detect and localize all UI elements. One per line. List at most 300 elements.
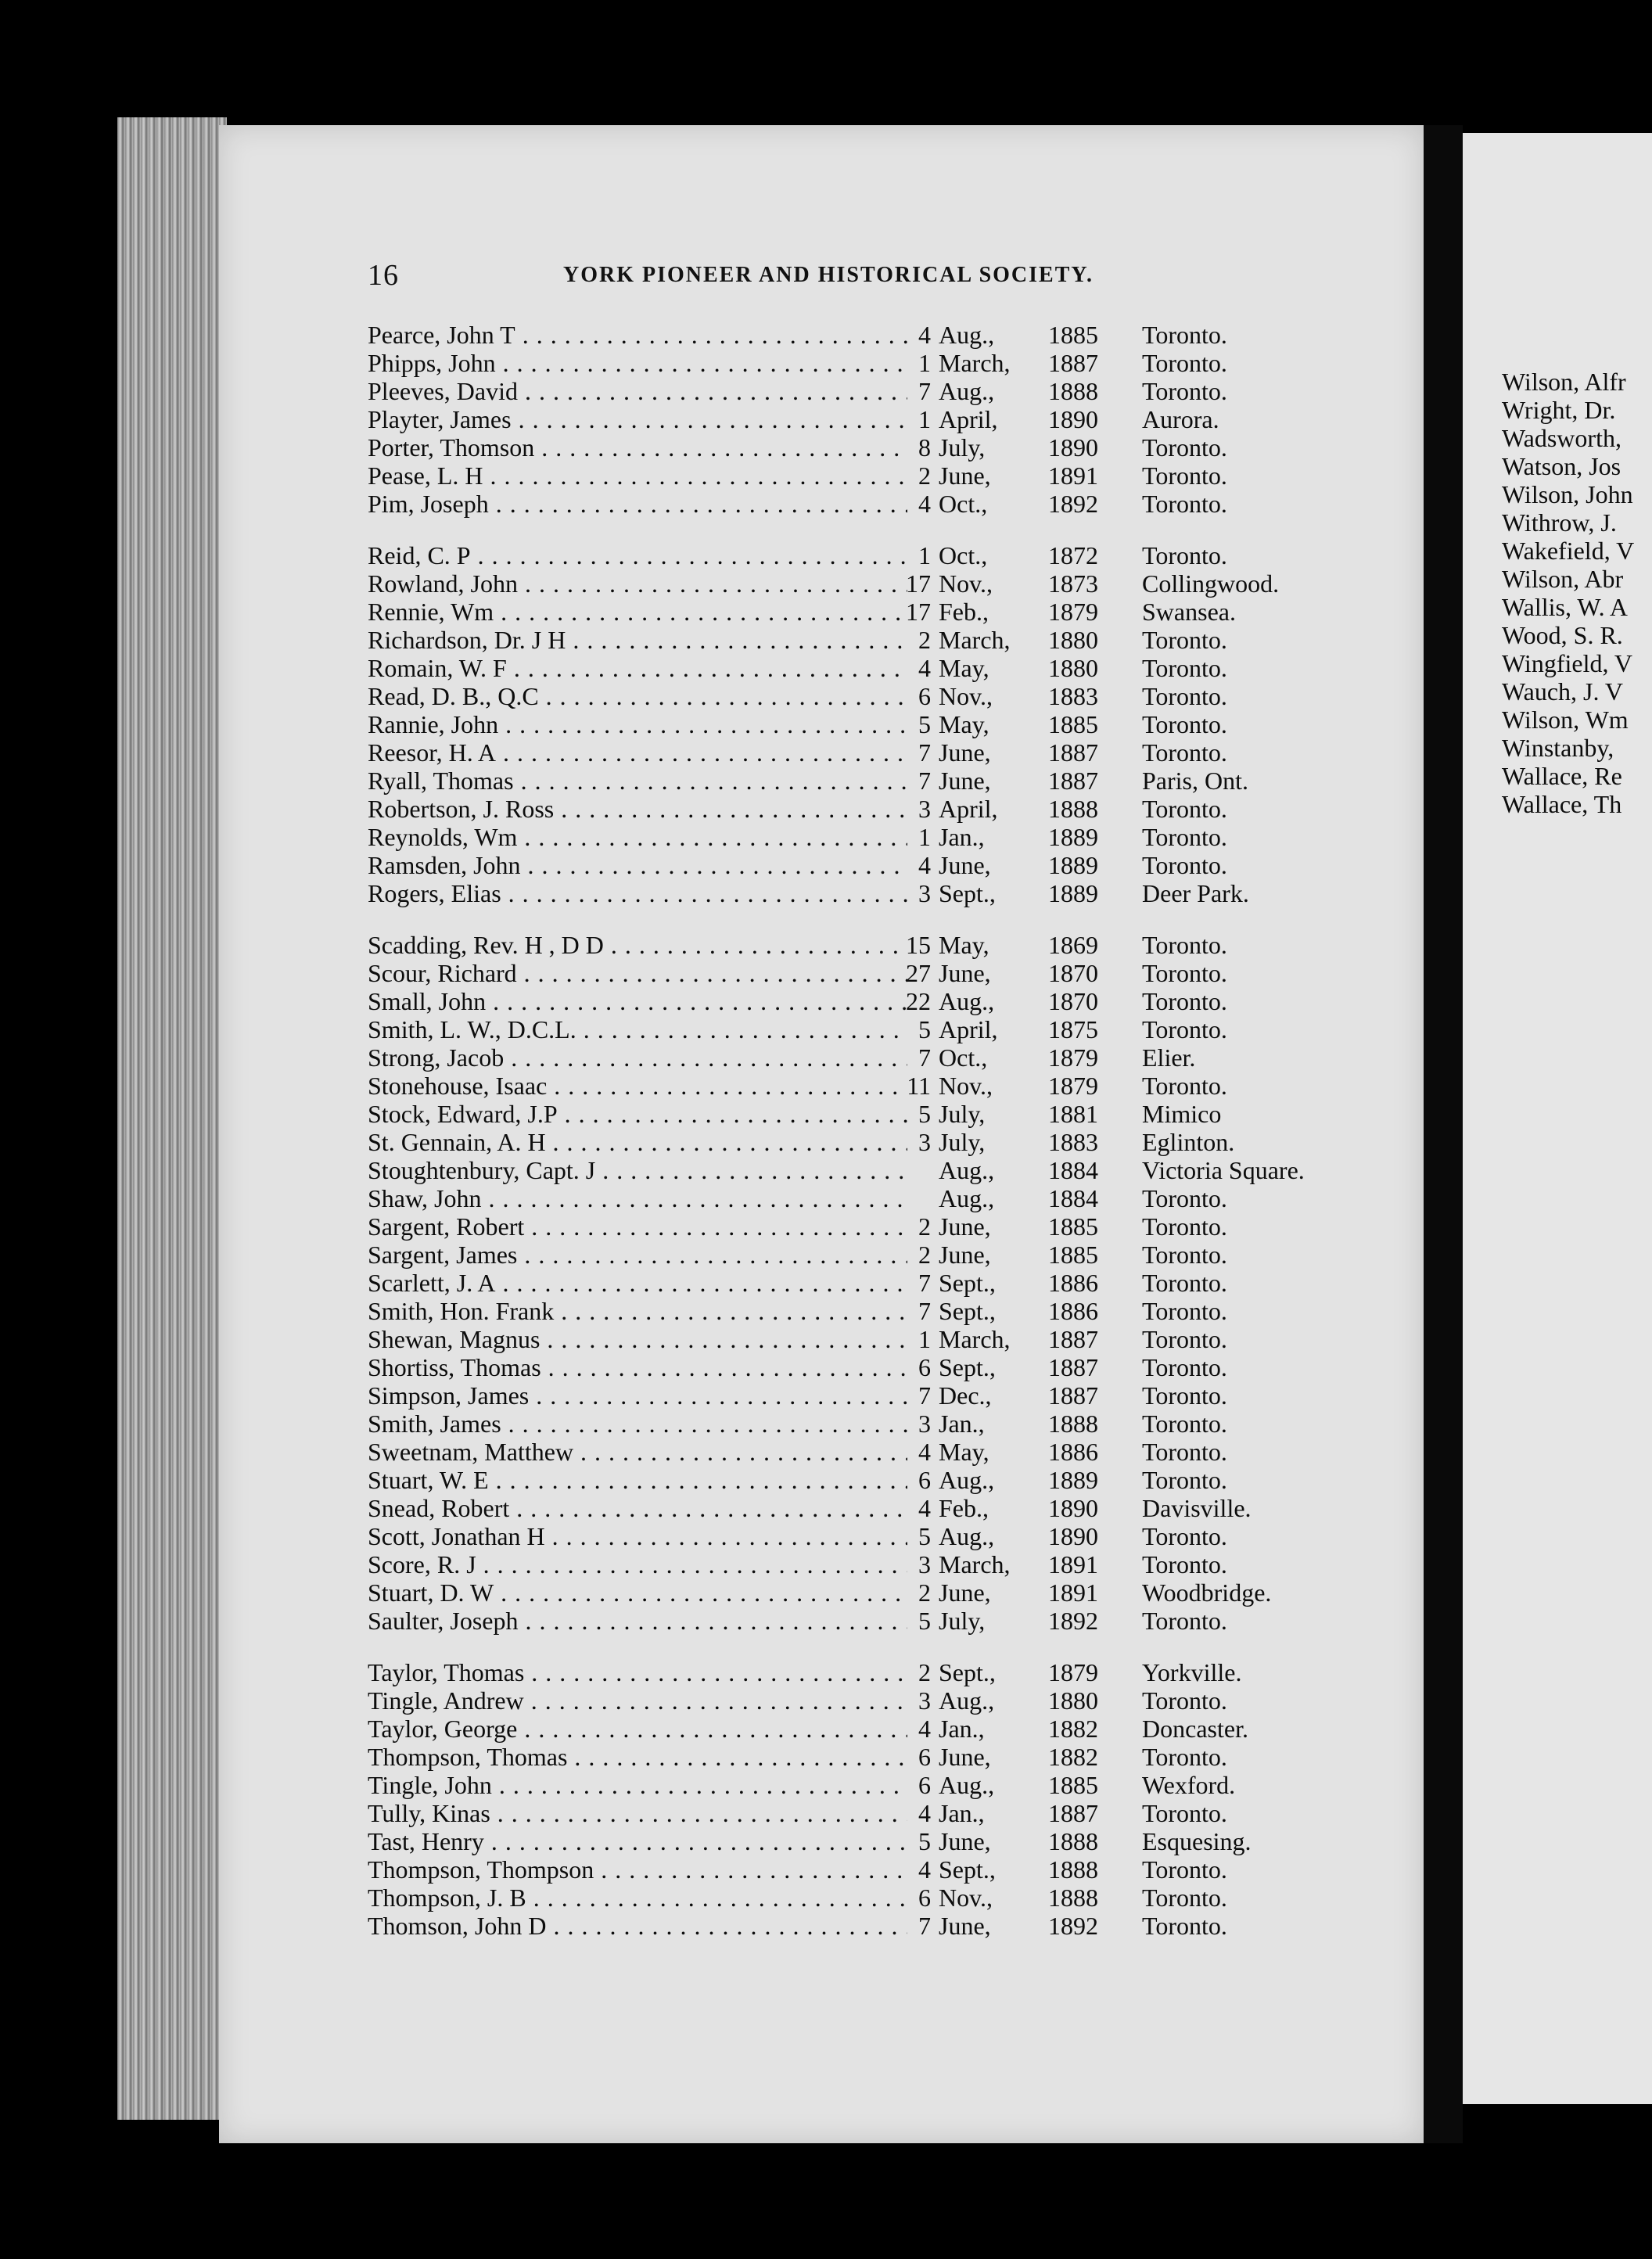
join-year: 1885 (1048, 1241, 1098, 1269)
join-year: 1892 (1048, 1912, 1098, 1940)
join-day: 4 (918, 1799, 931, 1827)
join-month: Jan., (939, 823, 985, 851)
member-row (368, 682, 1384, 710)
member-name: Stoughtenbury, Capt. J . . . (368, 1156, 907, 1184)
join-month: April, (939, 795, 998, 823)
join-month: July, (939, 1100, 986, 1128)
join-year: 1887 (1048, 767, 1098, 795)
join-year: 1891 (1048, 1550, 1098, 1578)
join-month: Sept., (939, 1658, 996, 1686)
residence: Toronto. (1142, 931, 1227, 959)
member-row (368, 1827, 1384, 1855)
residence: Toronto. (1142, 626, 1227, 654)
member-name: Rennie, Wm . . . (368, 598, 907, 626)
residence: Toronto. (1142, 959, 1227, 987)
join-year: 1888 (1048, 377, 1098, 405)
join-day: 17 (906, 569, 931, 598)
join-year: 1883 (1048, 1128, 1098, 1156)
join-month: July, (939, 433, 986, 461)
member-name: Thompson, Thomas . . . (368, 1743, 907, 1771)
member-name: Small, John . . . (368, 987, 907, 1015)
join-month: June, (939, 851, 991, 879)
join-year: 1884 (1048, 1184, 1098, 1212)
join-year: 1875 (1048, 1015, 1098, 1043)
member-row (368, 1269, 1384, 1297)
join-month: May, (939, 1438, 989, 1466)
join-month: June, (939, 1912, 991, 1940)
join-month: May, (939, 654, 989, 682)
member-name: Reesor, H. A . . . (368, 738, 907, 767)
join-month: Aug., (939, 1184, 995, 1212)
join-day: 5 (918, 1827, 931, 1855)
join-year: 1869 (1048, 931, 1098, 959)
member-row (368, 1494, 1384, 1522)
join-month: Nov., (939, 682, 993, 710)
join-day: 4 (918, 1438, 931, 1466)
member-row (368, 1855, 1384, 1884)
member-list (368, 321, 1384, 1940)
member-row (368, 1884, 1384, 1912)
join-day: 7 (918, 1381, 931, 1410)
join-month: Oct., (939, 490, 988, 518)
member-name: Simpson, James . . . (368, 1381, 907, 1410)
join-day: 2 (918, 1212, 931, 1241)
join-day: 6 (918, 1466, 931, 1494)
join-month: June, (939, 738, 991, 767)
right-page-entry: Wallis, W. A (1502, 593, 1628, 621)
join-day: 4 (918, 851, 931, 879)
join-month: March, (939, 349, 1011, 377)
join-year: 1889 (1048, 879, 1098, 907)
member-row (368, 1743, 1384, 1771)
member-row (368, 1658, 1384, 1686)
join-day: 22 (906, 987, 931, 1015)
join-year: 1879 (1048, 1658, 1098, 1686)
member-name: St. Gennain, A. H . . . (368, 1128, 907, 1156)
group-spacer (368, 907, 1384, 931)
join-month: April, (939, 1015, 998, 1043)
join-day: 6 (918, 1884, 931, 1912)
join-year: 1879 (1048, 598, 1098, 626)
member-row (368, 433, 1384, 461)
page-header (219, 258, 1424, 292)
join-day: 7 (918, 1043, 931, 1072)
residence: Toronto. (1142, 1438, 1227, 1466)
member-name: Tingle, John . . . (368, 1771, 907, 1799)
join-month: Aug., (939, 1522, 995, 1550)
residence: Toronto. (1142, 1015, 1227, 1043)
member-row (368, 1607, 1384, 1635)
member-name: Scour, Richard . . . (368, 959, 907, 987)
join-month: Nov., (939, 1884, 993, 1912)
join-year: 1884 (1048, 1156, 1098, 1184)
residence: Toronto. (1142, 1241, 1227, 1269)
join-day: 2 (918, 461, 931, 490)
member-name: Rogers, Elias . . . (368, 879, 907, 907)
right-page-entry: Wadsworth, (1502, 424, 1621, 452)
join-year: 1888 (1048, 795, 1098, 823)
join-month: Nov., (939, 569, 993, 598)
residence: Toronto. (1142, 321, 1227, 349)
residence: Toronto. (1142, 433, 1227, 461)
right-page-entry: Winstanby, (1502, 734, 1614, 762)
join-year: 1889 (1048, 823, 1098, 851)
member-row (368, 569, 1384, 598)
join-year: 1885 (1048, 1771, 1098, 1799)
join-year: 1887 (1048, 738, 1098, 767)
join-year: 1886 (1048, 1269, 1098, 1297)
join-year: 1887 (1048, 1799, 1098, 1827)
join-day: 4 (918, 654, 931, 682)
running-title: YORK PIONEER AND HISTORICAL SOCIETY. (563, 263, 1094, 287)
member-name: Reid, C. P . . . (368, 541, 907, 569)
group-spacer (368, 518, 1384, 541)
member-name: Thomson, John D . . . (368, 1912, 907, 1940)
right-page-entry: Wood, S. R. (1502, 621, 1623, 649)
residence: Toronto. (1142, 1212, 1227, 1241)
residence: Elier. (1142, 1043, 1196, 1072)
member-row (368, 959, 1384, 987)
join-year: 1885 (1048, 321, 1098, 349)
join-day: 1 (918, 541, 931, 569)
join-day: 3 (918, 879, 931, 907)
residence: Toronto. (1142, 1269, 1227, 1297)
book-gutter (1424, 125, 1463, 2143)
residence: Toronto. (1142, 461, 1227, 490)
join-year: 1890 (1048, 405, 1098, 433)
join-month: June, (939, 767, 991, 795)
member-row (368, 931, 1384, 959)
join-year: 1872 (1048, 541, 1098, 569)
residence: Toronto. (1142, 1072, 1227, 1100)
member-name: Tast, Henry . . . (368, 1827, 907, 1855)
join-month: Aug., (939, 1771, 995, 1799)
join-month: Feb., (939, 598, 989, 626)
member-name: Reynolds, Wm . . . (368, 823, 907, 851)
right-page-entry: Wilson, Alfr (1502, 368, 1626, 396)
join-year: 1889 (1048, 1466, 1098, 1494)
residence: Toronto. (1142, 851, 1227, 879)
residence: Toronto. (1142, 1184, 1227, 1212)
member-row (368, 405, 1384, 433)
member-row (368, 1578, 1384, 1607)
member-row (368, 490, 1384, 518)
join-month: April, (939, 405, 998, 433)
member-name: Read, D. B., Q.C . . . (368, 682, 907, 710)
join-day: 1 (918, 823, 931, 851)
join-year: 1889 (1048, 851, 1098, 879)
join-month: Aug., (939, 377, 995, 405)
member-name: Smith, James . . . (368, 1410, 907, 1438)
join-month: Feb., (939, 1494, 989, 1522)
member-name: Shewan, Magnus . . . (368, 1325, 907, 1353)
member-row (368, 1072, 1384, 1100)
join-day: 5 (918, 1522, 931, 1550)
join-month: June, (939, 1827, 991, 1855)
join-year: 1879 (1048, 1072, 1098, 1100)
join-year: 1888 (1048, 1410, 1098, 1438)
member-row (368, 1912, 1384, 1940)
residence: Toronto. (1142, 823, 1227, 851)
member-name: Ryall, Thomas . . . (368, 767, 907, 795)
join-month: June, (939, 1743, 991, 1771)
member-row (368, 1410, 1384, 1438)
member-row (368, 987, 1384, 1015)
member-row (368, 1156, 1384, 1184)
residence: Paris, Ont. (1142, 767, 1248, 795)
right-page-entry: Wingfield, V (1502, 649, 1632, 677)
join-day: 6 (918, 1743, 931, 1771)
member-row (368, 738, 1384, 767)
member-name: Scadding, Rev. H , D D . . . (368, 931, 907, 959)
residence: Toronto. (1142, 1522, 1227, 1550)
right-page-entry: Wakefield, V (1502, 537, 1635, 565)
right-page-entry: Watson, Jos (1502, 452, 1621, 480)
join-year: 1885 (1048, 1212, 1098, 1241)
join-day: 5 (918, 1015, 931, 1043)
right-page-entry: Wilson, Wm (1502, 706, 1629, 734)
right-page-entry: Withrow, J. (1502, 508, 1617, 537)
join-month: June, (939, 1212, 991, 1241)
member-row (368, 626, 1384, 654)
member-name: Stuart, D. W . . . (368, 1578, 907, 1607)
member-name: Strong, Jacob . . . (368, 1043, 907, 1072)
join-day: 2 (918, 1578, 931, 1607)
member-name: Romain, W. F . . . (368, 654, 907, 682)
member-name: Rannie, John . . . (368, 710, 907, 738)
join-day: 4 (918, 1494, 931, 1522)
member-row (368, 1381, 1384, 1410)
join-month: Aug., (939, 1466, 995, 1494)
member-name: Saulter, Joseph . . . (368, 1607, 907, 1635)
join-year: 1888 (1048, 1827, 1098, 1855)
member-row (368, 1325, 1384, 1353)
member-name: Playter, James . . . (368, 405, 907, 433)
member-name: Pearce, John T . . . (368, 321, 907, 349)
join-month: Aug., (939, 1686, 995, 1715)
member-name: Scarlett, J. A . . . (368, 1269, 907, 1297)
join-day: 3 (918, 1128, 931, 1156)
member-name: Taylor, George . . . (368, 1715, 907, 1743)
join-day: 1 (918, 1325, 931, 1353)
member-row (368, 1241, 1384, 1269)
join-month: March, (939, 1550, 1011, 1578)
member-row (368, 1550, 1384, 1578)
member-row (368, 1438, 1384, 1466)
residence: Toronto. (1142, 377, 1227, 405)
join-day: 5 (918, 710, 931, 738)
join-month: Jan., (939, 1410, 985, 1438)
join-month: June, (939, 1241, 991, 1269)
member-name: Shaw, John . . . (368, 1184, 907, 1212)
residence: Deer Park. (1142, 879, 1249, 907)
join-month: Jan., (939, 1799, 985, 1827)
member-row (368, 461, 1384, 490)
join-year: 1880 (1048, 626, 1098, 654)
member-row (368, 541, 1384, 569)
member-name: Shortiss, Thomas . . . (368, 1353, 907, 1381)
member-row (368, 795, 1384, 823)
member-name: Sweetnam, Matthew . . . (368, 1438, 907, 1466)
member-name: Porter, Thomson . . . (368, 433, 907, 461)
join-year: 1887 (1048, 1381, 1098, 1410)
join-day: 2 (918, 1241, 931, 1269)
join-day: 7 (918, 1269, 931, 1297)
right-page-entry: Wilson, Abr (1502, 565, 1624, 593)
residence: Toronto. (1142, 490, 1227, 518)
join-day: 27 (906, 959, 931, 987)
join-year: 1890 (1048, 1494, 1098, 1522)
join-year: 1891 (1048, 1578, 1098, 1607)
member-row (368, 1715, 1384, 1743)
residence: Toronto. (1142, 1381, 1227, 1410)
join-year: 1888 (1048, 1884, 1098, 1912)
residence: Toronto. (1142, 1325, 1227, 1353)
join-day: 3 (918, 795, 931, 823)
join-year: 1882 (1048, 1715, 1098, 1743)
join-month: Dec., (939, 1381, 992, 1410)
join-day: 7 (918, 377, 931, 405)
join-month: June, (939, 1578, 991, 1607)
join-year: 1887 (1048, 349, 1098, 377)
join-year: 1886 (1048, 1297, 1098, 1325)
residence: Toronto. (1142, 710, 1227, 738)
residence: Toronto. (1142, 1550, 1227, 1578)
join-year: 1885 (1048, 710, 1098, 738)
residence: Toronto. (1142, 987, 1227, 1015)
join-month: Aug., (939, 321, 995, 349)
residence: Toronto. (1142, 654, 1227, 682)
member-row (368, 1184, 1384, 1212)
join-day: 8 (918, 433, 931, 461)
residence: Aurora. (1142, 405, 1219, 433)
member-name: Tingle, Andrew . . . (368, 1686, 907, 1715)
right-page-entry: Wallace, Re (1502, 762, 1622, 790)
join-day: 4 (918, 1715, 931, 1743)
member-name: Stock, Edward, J.P . . . (368, 1100, 907, 1128)
residence: Toronto. (1142, 682, 1227, 710)
join-day: 4 (918, 490, 931, 518)
member-row (368, 598, 1384, 626)
join-month: July, (939, 1607, 986, 1635)
residence: Toronto. (1142, 1743, 1227, 1771)
join-year: 1883 (1048, 682, 1098, 710)
left-page (219, 125, 1424, 2143)
join-month: June, (939, 959, 991, 987)
join-month: Sept., (939, 1353, 996, 1381)
join-year: 1892 (1048, 1607, 1098, 1635)
residence: Toronto. (1142, 1607, 1227, 1635)
residence: Eglinton. (1142, 1128, 1235, 1156)
member-row (368, 767, 1384, 795)
member-row (368, 1353, 1384, 1381)
join-year: 1888 (1048, 1855, 1098, 1884)
member-name: Taylor, Thomas . . . (368, 1658, 907, 1686)
join-month: Oct., (939, 1043, 988, 1072)
join-day: 7 (918, 1912, 931, 1940)
member-row (368, 1466, 1384, 1494)
residence: Esquesing. (1142, 1827, 1252, 1855)
join-month: May, (939, 710, 989, 738)
join-year: 1890 (1048, 433, 1098, 461)
join-day: 3 (918, 1550, 931, 1578)
join-year: 1892 (1048, 490, 1098, 518)
join-month: Nov., (939, 1072, 993, 1100)
member-name: Stonehouse, Isaac . . . (368, 1072, 907, 1100)
join-month: Sept., (939, 1855, 996, 1884)
residence: Toronto. (1142, 1410, 1227, 1438)
right-page-entry: Wallace, Th (1502, 790, 1622, 818)
residence: Toronto. (1142, 349, 1227, 377)
join-month: Oct., (939, 541, 988, 569)
join-day: 3 (918, 1686, 931, 1715)
residence: Swansea. (1142, 598, 1236, 626)
join-day: 5 (918, 1607, 931, 1635)
join-day: 2 (918, 1658, 931, 1686)
member-name: Sargent, Robert . . . (368, 1212, 907, 1241)
join-year: 1880 (1048, 1686, 1098, 1715)
member-name: Score, R. J . . . (368, 1550, 907, 1578)
join-day: 4 (918, 321, 931, 349)
residence: Toronto. (1142, 541, 1227, 569)
book-page-edges (117, 117, 227, 2120)
member-name: Tully, Kinas . . . (368, 1799, 907, 1827)
member-name: Smith, L. W., D.C.L. . . . (368, 1015, 907, 1043)
member-name: Pim, Joseph . . . (368, 490, 907, 518)
member-name: Robertson, J. Ross . . . (368, 795, 907, 823)
join-day: 7 (918, 1297, 931, 1325)
member-row (368, 1297, 1384, 1325)
join-day: 4 (918, 1855, 931, 1884)
join-day: 3 (918, 1410, 931, 1438)
residence: Toronto. (1142, 1297, 1227, 1325)
member-name: Snead, Robert . . . (368, 1494, 907, 1522)
join-month: May, (939, 931, 989, 959)
member-row (368, 349, 1384, 377)
residence: Wexford. (1142, 1771, 1236, 1799)
member-row (368, 710, 1384, 738)
member-row (368, 851, 1384, 879)
join-day: 7 (918, 738, 931, 767)
join-day: 7 (918, 767, 931, 795)
join-month: July, (939, 1128, 986, 1156)
right-page-entry: Wilson, John (1502, 480, 1633, 508)
join-year: 1887 (1048, 1353, 1098, 1381)
right-page-entry: Wright, Dr. (1502, 396, 1616, 424)
member-row (368, 1799, 1384, 1827)
join-year: 1882 (1048, 1743, 1098, 1771)
residence: Toronto. (1142, 1353, 1227, 1381)
join-day: 1 (918, 405, 931, 433)
page-number: 16 (368, 259, 399, 292)
join-day: 5 (918, 1100, 931, 1128)
join-day: 6 (918, 1353, 931, 1381)
join-year: 1873 (1048, 569, 1098, 598)
join-day: 15 (906, 931, 931, 959)
member-name: Smith, Hon. Frank . . . (368, 1297, 907, 1325)
join-year: 1879 (1048, 1043, 1098, 1072)
right-page-list (1502, 368, 1634, 818)
residence: Collingwood. (1142, 569, 1280, 598)
member-row (368, 1128, 1384, 1156)
member-row (368, 654, 1384, 682)
member-row (368, 1015, 1384, 1043)
member-name: Rowland, John . . . (368, 569, 907, 598)
residence: Toronto. (1142, 1799, 1227, 1827)
member-row (368, 1100, 1384, 1128)
member-name: Phipps, John . . . (368, 349, 907, 377)
member-name: Richardson, Dr. J H . . . (368, 626, 907, 654)
